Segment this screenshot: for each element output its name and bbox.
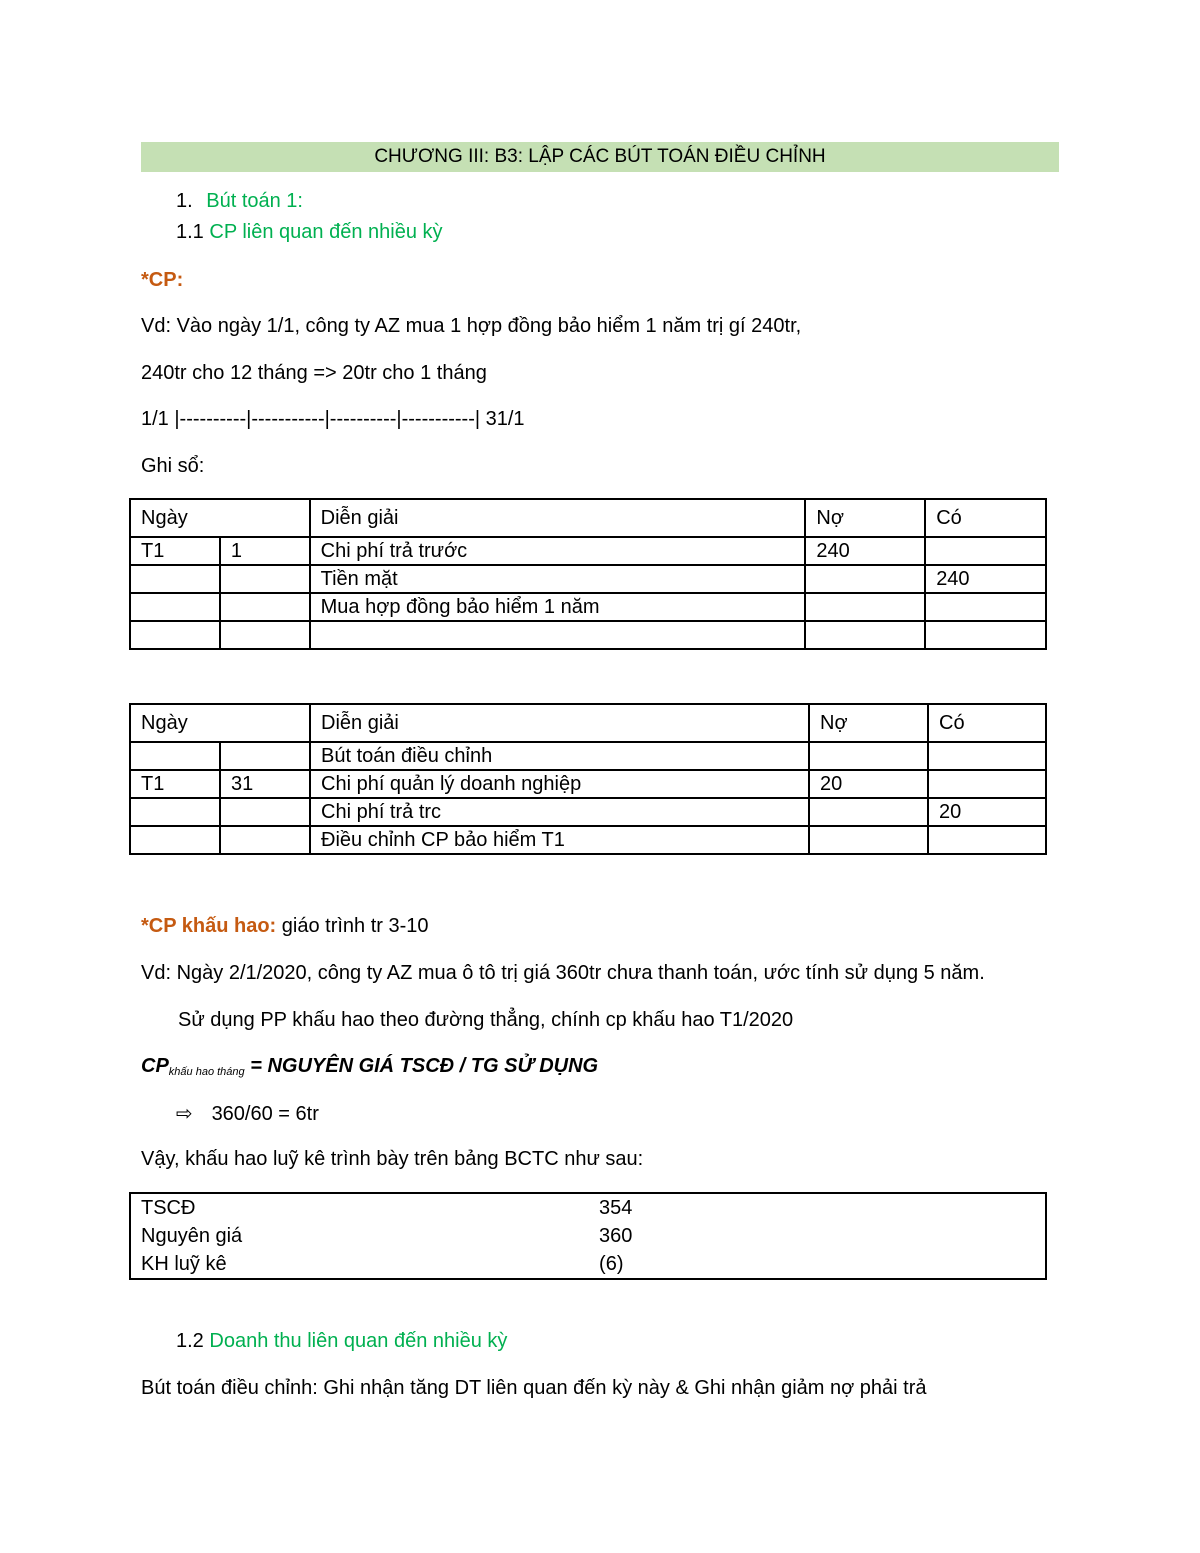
formula-rest: = NGUYÊN GIÁ TSCĐ / TG SỬ DỤNG [244,1055,599,1077]
depreciation-formula [141,1055,598,1078]
cell-month [130,593,220,621]
cell-description: Chi phí trả trước [310,537,806,565]
cell-item: KH luỹ kê [141,1252,227,1275]
cell-description: Tiền mặt [310,565,806,593]
table-header-row [130,704,1046,742]
depreciation-heading [141,915,429,938]
header-credit: Có [928,704,1046,742]
table-header-row [130,499,1046,537]
cell-description: Bút toán điều chỉnh [310,742,809,770]
header-description: Diễn giải [310,704,809,742]
heading-1-number: 1. [176,190,193,212]
cell-item: TSCĐ [141,1196,196,1219]
example-2-line-1: Vd: Ngày 2/1/2020, công ty AZ mua ô tô trị giá 360tr chưa thanh toán, ước tính sử dụng 5 năm. [141,962,985,984]
cell-day: 31 [220,770,310,798]
summary-line: Vậy, khấu hao luỹ kê trình bày trên bảng BCTC như sau: [141,1148,644,1170]
final-line: Bút toán điều chỉnh: Ghi nhận tăng DT liên quan đến kỳ này & Ghi nhận giảm nợ phải trả [141,1377,927,1399]
heading-1-1-number: 1.1 [176,221,204,243]
header-credit: Có [925,499,1046,537]
cell-day [220,565,310,593]
header-debit: Nợ [805,499,925,537]
cell-month [130,621,220,649]
cell-amount: 360 [599,1224,633,1247]
cell-credit [928,770,1046,798]
cell-month [130,798,220,826]
header-debit: Nợ [809,704,928,742]
heading-1-2-number: 1.2 [176,1330,204,1352]
cell-debit: 20 [809,770,928,798]
calculation-text: 360/60 = 6tr [211,1103,319,1125]
cell-month [130,826,220,854]
header-date: Ngày [130,499,310,537]
cell-description [310,621,806,649]
table-row [130,770,1046,798]
page-title: CHƯƠNG III: B3: LẬP CÁC BÚT TOÁN ĐIỀU CHỈNH [141,142,1059,172]
cell-month [130,565,220,593]
cell-day [220,621,310,649]
cell-debit: 240 [805,537,925,565]
cell-debit [805,621,925,649]
calculation-line [176,1101,319,1126]
header-date: Ngày [130,704,310,742]
cell-credit [928,826,1046,854]
cell-credit [925,537,1046,565]
journal-table-2 [129,703,1047,855]
header-description: Diễn giải [310,499,806,537]
cell-description: Chi phí quản lý doanh nghiệp [310,770,809,798]
cell-credit [925,593,1046,621]
cell-debit [805,565,925,593]
cell-day [220,742,310,770]
heading-1-2-text: Doanh thu liên quan đến nhiều kỳ [209,1330,508,1352]
example-1-line-1: Vd: Vào ngày 1/1, công ty AZ mua 1 hợp đồng bảo hiểm 1 năm trị gí 240tr, [141,315,802,337]
table-row [130,621,1046,649]
cell-credit [928,742,1046,770]
cell-description: Chi phí trả trc [310,798,809,826]
cp-label: *CP: [141,269,184,291]
table-row [130,593,1046,621]
cell-amount: 354 [599,1196,633,1219]
table-row [130,1250,1046,1279]
table-row [130,537,1046,565]
cell-amount: (6) [599,1252,624,1275]
example-2-line-2: Sử dụng PP khấu hao theo đường thẳng, chính cp khấu hao T1/2020 [178,1009,794,1031]
cell-item: Nguyên giá [141,1224,243,1247]
timeline: 1/1 |----------|-----------|----------|-----------| 31/1 [141,408,525,430]
cell-day [220,826,310,854]
cell-month: T1 [130,537,220,565]
cell-credit [925,621,1046,649]
table-row [130,565,1046,593]
table-row [130,798,1046,826]
heading-1-1 [176,221,443,244]
depreciation-label: *CP khấu hao: [141,915,277,937]
table-row [130,742,1046,770]
cell-description: Mua hợp đồng bảo hiểm 1 năm [310,593,806,621]
heading-1-1-text: CP liên quan đến nhiều kỳ [209,221,443,243]
cell-day [220,593,310,621]
cell-day: 1 [220,537,310,565]
table-row [130,1193,1046,1222]
cell-month [130,742,220,770]
cell-debit [809,826,928,854]
formula-main: CP [141,1055,169,1077]
balance-table [129,1192,1047,1280]
depreciation-reference: giáo trình tr 3-10 [276,915,429,937]
cell-month: T1 [130,770,220,798]
example-1-line-2: 240tr cho 12 tháng => 20tr cho 1 tháng [141,362,487,384]
cell-debit [805,593,925,621]
ghi-so-label: Ghi sổ: [141,455,205,477]
cell-credit: 20 [928,798,1046,826]
cell-debit [809,798,928,826]
cell-day [220,798,310,826]
arrow-right-icon: ⇨ [176,1103,193,1125]
table-row [130,826,1046,854]
heading-1-text: Bút toán 1: [206,190,303,212]
heading-1-2 [176,1330,507,1353]
heading-1 [176,190,303,213]
formula-subscript: khấu hao tháng [168,1066,245,1078]
journal-table-1 [129,498,1047,650]
cell-debit [809,742,928,770]
table-row [130,1222,1046,1250]
cell-credit: 240 [925,565,1046,593]
cell-description: Điều chỉnh CP bảo hiểm T1 [310,826,809,854]
